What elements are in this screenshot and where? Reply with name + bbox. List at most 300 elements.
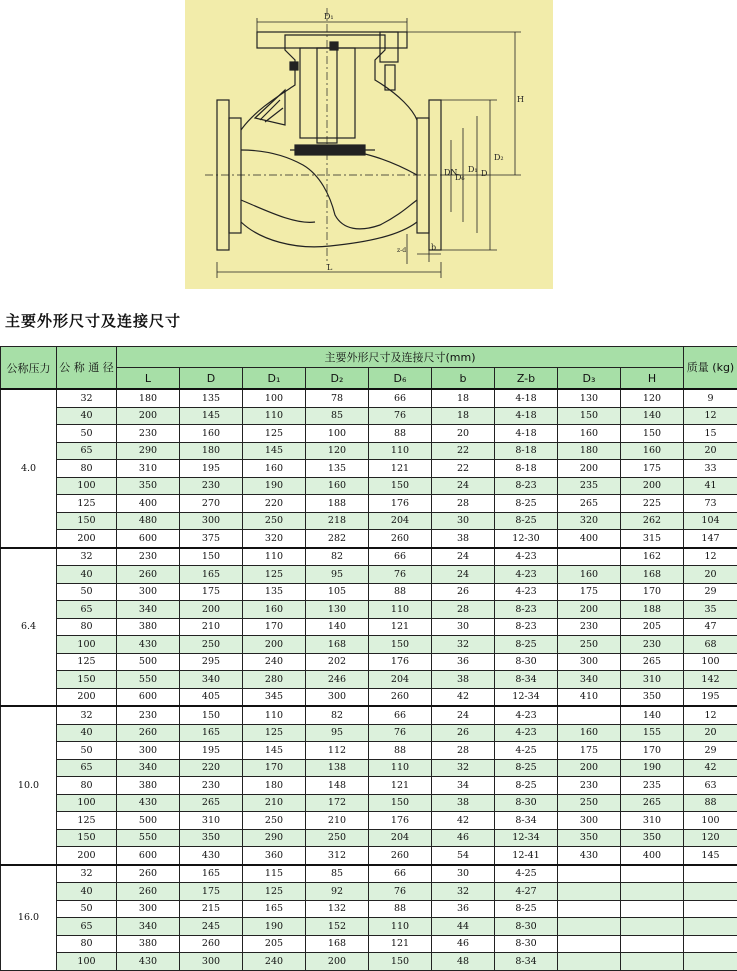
label-d1-top: D₁ xyxy=(324,12,334,21)
table-cell: 312 xyxy=(306,847,369,865)
table-cell: 46 xyxy=(432,829,495,847)
table-cell: 200 xyxy=(558,460,621,478)
table-cell: 33 xyxy=(684,460,737,478)
table-cell: 88 xyxy=(369,900,432,918)
table-cell: 202 xyxy=(306,653,369,671)
table-cell: 28 xyxy=(432,601,495,619)
table-cell: 168 xyxy=(306,935,369,953)
table-cell: 54 xyxy=(432,847,495,865)
table-row xyxy=(1,883,737,901)
table-row xyxy=(1,706,737,724)
table-cell: 230 xyxy=(117,548,180,566)
table-cell: 32 xyxy=(432,759,495,777)
table-cell: 100 xyxy=(306,425,369,443)
table-cell: 125 xyxy=(243,883,306,901)
table-cell: 8-30 xyxy=(495,935,558,953)
table-row xyxy=(1,583,737,601)
table-cell: 29 xyxy=(684,583,737,601)
table-cell xyxy=(684,935,737,953)
table-cell: 12-30 xyxy=(495,530,558,548)
table-cell: 66 xyxy=(369,706,432,724)
table-cell: 50 xyxy=(57,900,117,918)
table-cell: 140 xyxy=(621,407,684,425)
table-cell: 235 xyxy=(621,777,684,795)
table-cell: 130 xyxy=(306,601,369,619)
table-cell: 4-23 xyxy=(495,548,558,566)
label-h: H xyxy=(517,95,524,104)
table-cell: 28 xyxy=(432,495,495,513)
table-cell: 8-23 xyxy=(495,618,558,636)
table-cell: 200 xyxy=(57,530,117,548)
pressure-cell: 16.0 xyxy=(1,865,57,971)
table-cell: 8-18 xyxy=(495,460,558,478)
header-col-7: D₃ xyxy=(558,368,621,390)
pressure-cell: 4.0 xyxy=(1,389,57,548)
table-cell: 150 xyxy=(369,794,432,812)
table-cell: 8-25 xyxy=(495,777,558,795)
table-cell: 350 xyxy=(117,477,180,495)
table-cell: 121 xyxy=(369,935,432,953)
table-cell: 135 xyxy=(180,389,243,407)
table-cell: 32 xyxy=(57,389,117,407)
table-cell: 150 xyxy=(180,548,243,566)
table-cell: 260 xyxy=(369,688,432,706)
table-cell xyxy=(621,865,684,883)
table-cell xyxy=(558,935,621,953)
table-cell: 300 xyxy=(558,653,621,671)
table-cell: 8-30 xyxy=(495,653,558,671)
table-cell: 152 xyxy=(306,918,369,936)
table-cell: 195 xyxy=(180,742,243,760)
table-cell: 265 xyxy=(621,653,684,671)
table-cell: 26 xyxy=(432,724,495,742)
table-cell: 145 xyxy=(243,742,306,760)
table-cell: 430 xyxy=(558,847,621,865)
table-cell: 76 xyxy=(369,566,432,584)
table-cell: 430 xyxy=(117,953,180,971)
table-cell: 12 xyxy=(684,548,737,566)
header-col-0: L xyxy=(117,368,180,390)
table-cell: 22 xyxy=(432,442,495,460)
table-cell: 92 xyxy=(306,883,369,901)
header-nominal-diameter: 公 称 通 径 xyxy=(57,347,117,390)
table-cell: 4-23 xyxy=(495,566,558,584)
table-cell: 160 xyxy=(558,724,621,742)
table-cell: 190 xyxy=(243,918,306,936)
table-row xyxy=(1,759,737,777)
table-cell: 30 xyxy=(432,512,495,530)
table-cell: 145 xyxy=(243,442,306,460)
table-cell: 65 xyxy=(57,759,117,777)
table-cell: 165 xyxy=(180,724,243,742)
table-cell xyxy=(558,953,621,971)
table-cell: 48 xyxy=(432,953,495,971)
table-cell: 200 xyxy=(243,636,306,654)
table-cell: 78 xyxy=(306,389,369,407)
valve-section-drawing xyxy=(185,0,553,289)
table-cell: 12 xyxy=(684,706,737,724)
table-cell: 8-18 xyxy=(495,442,558,460)
table-cell: 310 xyxy=(621,671,684,689)
table-cell: 175 xyxy=(621,460,684,478)
table-cell xyxy=(621,918,684,936)
table-cell: 340 xyxy=(117,918,180,936)
table-cell: 195 xyxy=(180,460,243,478)
table-cell: 80 xyxy=(57,460,117,478)
table-cell: 12-34 xyxy=(495,829,558,847)
table-cell: 176 xyxy=(369,653,432,671)
table-cell: 500 xyxy=(117,653,180,671)
table-row xyxy=(1,636,737,654)
table-cell: 105 xyxy=(306,583,369,601)
pressure-cell: 6.4 xyxy=(1,548,57,707)
table-cell: 100 xyxy=(57,794,117,812)
table-cell: 150 xyxy=(621,425,684,443)
table-cell: 82 xyxy=(306,706,369,724)
table-cell xyxy=(558,900,621,918)
table-cell: 550 xyxy=(117,829,180,847)
table-cell: 260 xyxy=(369,530,432,548)
table-cell: 38 xyxy=(432,671,495,689)
table-cell: 250 xyxy=(243,512,306,530)
table-cell: 41 xyxy=(684,477,737,495)
table-cell: 260 xyxy=(180,935,243,953)
table-cell: 8-30 xyxy=(495,918,558,936)
table-cell: 110 xyxy=(369,918,432,936)
table-cell: 195 xyxy=(684,688,737,706)
table-cell: 15 xyxy=(684,425,737,443)
table-cell: 36 xyxy=(432,900,495,918)
table-cell: 350 xyxy=(621,688,684,706)
table-cell: 38 xyxy=(432,530,495,548)
table-cell: 230 xyxy=(117,706,180,724)
table-cell: 405 xyxy=(180,688,243,706)
table-cell: 26 xyxy=(432,583,495,601)
table-cell: 190 xyxy=(621,759,684,777)
table-cell: 88 xyxy=(684,794,737,812)
table-cell: 320 xyxy=(558,512,621,530)
table-cell: 375 xyxy=(180,530,243,548)
table-cell: 40 xyxy=(57,724,117,742)
table-cell: 300 xyxy=(117,583,180,601)
table-cell: 175 xyxy=(558,742,621,760)
table-cell: 8-25 xyxy=(495,900,558,918)
table-row xyxy=(1,460,737,478)
table-cell: 150 xyxy=(558,407,621,425)
table-cell: 160 xyxy=(180,425,243,443)
table-cell: 480 xyxy=(117,512,180,530)
table-cell xyxy=(558,918,621,936)
table-cell: 310 xyxy=(180,812,243,830)
table-cell: 46 xyxy=(432,935,495,953)
table-cell: 250 xyxy=(558,794,621,812)
table-cell: 40 xyxy=(57,566,117,584)
table-cell: 110 xyxy=(243,407,306,425)
table-cell: 73 xyxy=(684,495,737,513)
table-cell: 205 xyxy=(621,618,684,636)
table-cell: 36 xyxy=(432,653,495,671)
table-cell: 150 xyxy=(369,953,432,971)
table-cell: 400 xyxy=(558,530,621,548)
table-cell: 140 xyxy=(306,618,369,636)
table-row xyxy=(1,495,737,513)
table-row xyxy=(1,918,737,936)
table-cell: 80 xyxy=(57,777,117,795)
table-cell: 24 xyxy=(432,706,495,724)
table-cell: 140 xyxy=(621,706,684,724)
table-cell: 175 xyxy=(180,583,243,601)
table-cell xyxy=(621,900,684,918)
table-cell: 168 xyxy=(306,636,369,654)
label-d2: D₂ xyxy=(494,153,504,162)
table-cell: 150 xyxy=(57,512,117,530)
table-cell: 170 xyxy=(621,742,684,760)
table-cell: 132 xyxy=(306,900,369,918)
table-cell: 210 xyxy=(243,794,306,812)
table-cell: 500 xyxy=(117,812,180,830)
table-cell: 260 xyxy=(117,724,180,742)
table-cell: 12 xyxy=(684,407,737,425)
header-col-4: D₆ xyxy=(369,368,432,390)
table-cell: 350 xyxy=(558,829,621,847)
table-cell: 18 xyxy=(432,407,495,425)
table-cell: 8-34 xyxy=(495,953,558,971)
table-cell: 44 xyxy=(432,918,495,936)
table-cell: 34 xyxy=(432,777,495,795)
table-cell: 282 xyxy=(306,530,369,548)
table-cell: 42 xyxy=(432,688,495,706)
valve-cross-section-svg xyxy=(185,0,553,289)
table-cell: 20 xyxy=(432,425,495,443)
table-cell: 150 xyxy=(180,706,243,724)
table-cell: 30 xyxy=(432,618,495,636)
pressure-cell: 10.0 xyxy=(1,706,57,865)
table-cell xyxy=(558,706,621,724)
table-cell: 204 xyxy=(369,512,432,530)
table-cell: 160 xyxy=(243,601,306,619)
table-cell: 22 xyxy=(432,460,495,478)
table-cell: 125 xyxy=(243,566,306,584)
table-cell: 29 xyxy=(684,742,737,760)
table-cell: 145 xyxy=(684,847,737,865)
table-cell: 204 xyxy=(369,829,432,847)
table-cell: 100 xyxy=(57,477,117,495)
table-cell: 50 xyxy=(57,583,117,601)
table-cell: 150 xyxy=(369,477,432,495)
table-cell: 121 xyxy=(369,460,432,478)
table-row xyxy=(1,865,737,883)
table-cell: 24 xyxy=(432,477,495,495)
table-row xyxy=(1,777,737,795)
header-col-5: b xyxy=(432,368,495,390)
header-pressure: 公称压力 xyxy=(1,347,57,390)
table-cell: 180 xyxy=(243,777,306,795)
table-cell: 160 xyxy=(558,425,621,443)
table-cell: 250 xyxy=(306,829,369,847)
table-cell: 220 xyxy=(180,759,243,777)
table-cell: 176 xyxy=(369,812,432,830)
table-cell: 340 xyxy=(117,759,180,777)
table-cell: 85 xyxy=(306,865,369,883)
table-cell xyxy=(558,883,621,901)
table-cell: 600 xyxy=(117,530,180,548)
table-cell: 340 xyxy=(180,671,243,689)
table-cell: 47 xyxy=(684,618,737,636)
table-cell: 8-30 xyxy=(495,794,558,812)
table-cell: 50 xyxy=(57,425,117,443)
table-cell: 180 xyxy=(180,442,243,460)
table-cell: 150 xyxy=(57,829,117,847)
table-cell: 165 xyxy=(243,900,306,918)
table-cell: 115 xyxy=(243,865,306,883)
table-cell: 200 xyxy=(57,688,117,706)
table-cell: 345 xyxy=(243,688,306,706)
table-cell: 85 xyxy=(306,407,369,425)
table-cell: 180 xyxy=(558,442,621,460)
table-row xyxy=(1,566,737,584)
table-cell: 218 xyxy=(306,512,369,530)
table-cell: 160 xyxy=(243,460,306,478)
table-cell xyxy=(684,953,737,971)
table-cell: 20 xyxy=(684,442,737,460)
table-cell: 65 xyxy=(57,442,117,460)
table-cell: 170 xyxy=(243,618,306,636)
table-cell: 147 xyxy=(684,530,737,548)
table-cell: 295 xyxy=(180,653,243,671)
table-cell: 290 xyxy=(243,829,306,847)
table-cell: 4-18 xyxy=(495,407,558,425)
table-cell: 121 xyxy=(369,777,432,795)
table-cell: 165 xyxy=(180,865,243,883)
table-cell: 260 xyxy=(369,847,432,865)
table-cell: 80 xyxy=(57,935,117,953)
label-zd: z-d xyxy=(397,247,406,254)
table-cell: 125 xyxy=(57,653,117,671)
table-cell: 88 xyxy=(369,742,432,760)
table-cell: 50 xyxy=(57,742,117,760)
table-cell: 235 xyxy=(558,477,621,495)
table-cell: 38 xyxy=(432,794,495,812)
table-cell xyxy=(558,548,621,566)
table-row xyxy=(1,847,737,865)
table-cell: 4-18 xyxy=(495,389,558,407)
table-cell: 250 xyxy=(180,636,243,654)
header-mass: 质量 (kg) xyxy=(684,347,737,390)
table-row xyxy=(1,742,737,760)
table-row xyxy=(1,442,737,460)
table-cell: 300 xyxy=(180,512,243,530)
table-cell: 8-25 xyxy=(495,495,558,513)
table-cell: 112 xyxy=(306,742,369,760)
table-cell: 42 xyxy=(684,759,737,777)
table-cell xyxy=(684,918,737,936)
table-cell: 600 xyxy=(117,847,180,865)
table-cell: 120 xyxy=(621,389,684,407)
table-row xyxy=(1,407,737,425)
table-row xyxy=(1,477,737,495)
table-cell xyxy=(621,953,684,971)
table-cell: 100 xyxy=(57,636,117,654)
table-cell: 210 xyxy=(306,812,369,830)
table-row xyxy=(1,724,737,742)
table-cell: 430 xyxy=(117,636,180,654)
table-cell: 145 xyxy=(180,407,243,425)
table-cell: 65 xyxy=(57,601,117,619)
table-cell: 32 xyxy=(57,865,117,883)
table-cell: 340 xyxy=(558,671,621,689)
table-cell: 120 xyxy=(684,829,737,847)
table-cell xyxy=(684,865,737,883)
table-cell: 12-41 xyxy=(495,847,558,865)
table-cell: 265 xyxy=(180,794,243,812)
table-cell: 550 xyxy=(117,671,180,689)
table-cell: 76 xyxy=(369,883,432,901)
table-cell: 68 xyxy=(684,636,737,654)
table-cell: 80 xyxy=(57,618,117,636)
table-cell: 230 xyxy=(117,425,180,443)
table-cell: 32 xyxy=(57,706,117,724)
table-cell: 270 xyxy=(180,495,243,513)
table-cell: 400 xyxy=(621,847,684,865)
table-cell: 8-25 xyxy=(495,636,558,654)
table-cell: 300 xyxy=(558,812,621,830)
table-cell: 160 xyxy=(558,566,621,584)
table-cell: 30 xyxy=(432,865,495,883)
table-cell: 88 xyxy=(369,425,432,443)
table-cell: 20 xyxy=(684,724,737,742)
table-cell: 204 xyxy=(369,671,432,689)
table-cell: 4-18 xyxy=(495,425,558,443)
table-cell: 210 xyxy=(180,618,243,636)
table-cell: 280 xyxy=(243,671,306,689)
header-col-2: D₁ xyxy=(243,368,306,390)
table-cell: 8-23 xyxy=(495,477,558,495)
table-cell: 230 xyxy=(621,636,684,654)
table-cell: 172 xyxy=(306,794,369,812)
table-cell: 200 xyxy=(306,953,369,971)
table-cell: 165 xyxy=(180,566,243,584)
table-cell: 188 xyxy=(621,601,684,619)
table-cell: 380 xyxy=(117,618,180,636)
table-cell: 4-25 xyxy=(495,742,558,760)
table-cell: 138 xyxy=(306,759,369,777)
table-cell xyxy=(621,883,684,901)
table-row xyxy=(1,425,737,443)
table-cell: 148 xyxy=(306,777,369,795)
table-cell: 262 xyxy=(621,512,684,530)
table-row xyxy=(1,530,737,548)
table-row xyxy=(1,829,737,847)
table-cell: 40 xyxy=(57,407,117,425)
table-cell: 4-23 xyxy=(495,724,558,742)
table-cell: 225 xyxy=(621,495,684,513)
table-cell: 4-27 xyxy=(495,883,558,901)
table-cell: 8-25 xyxy=(495,512,558,530)
table-cell: 250 xyxy=(558,636,621,654)
table-cell: 125 xyxy=(243,425,306,443)
table-cell: 110 xyxy=(243,548,306,566)
table-cell: 265 xyxy=(621,794,684,812)
table-row xyxy=(1,671,737,689)
table-cell: 100 xyxy=(243,389,306,407)
table-cell: 215 xyxy=(180,900,243,918)
table-row xyxy=(1,389,737,407)
table-cell: 135 xyxy=(243,583,306,601)
table-cell: 220 xyxy=(243,495,306,513)
table-cell: 8-34 xyxy=(495,671,558,689)
table-cell: 205 xyxy=(243,935,306,953)
label-d: D xyxy=(481,169,487,178)
